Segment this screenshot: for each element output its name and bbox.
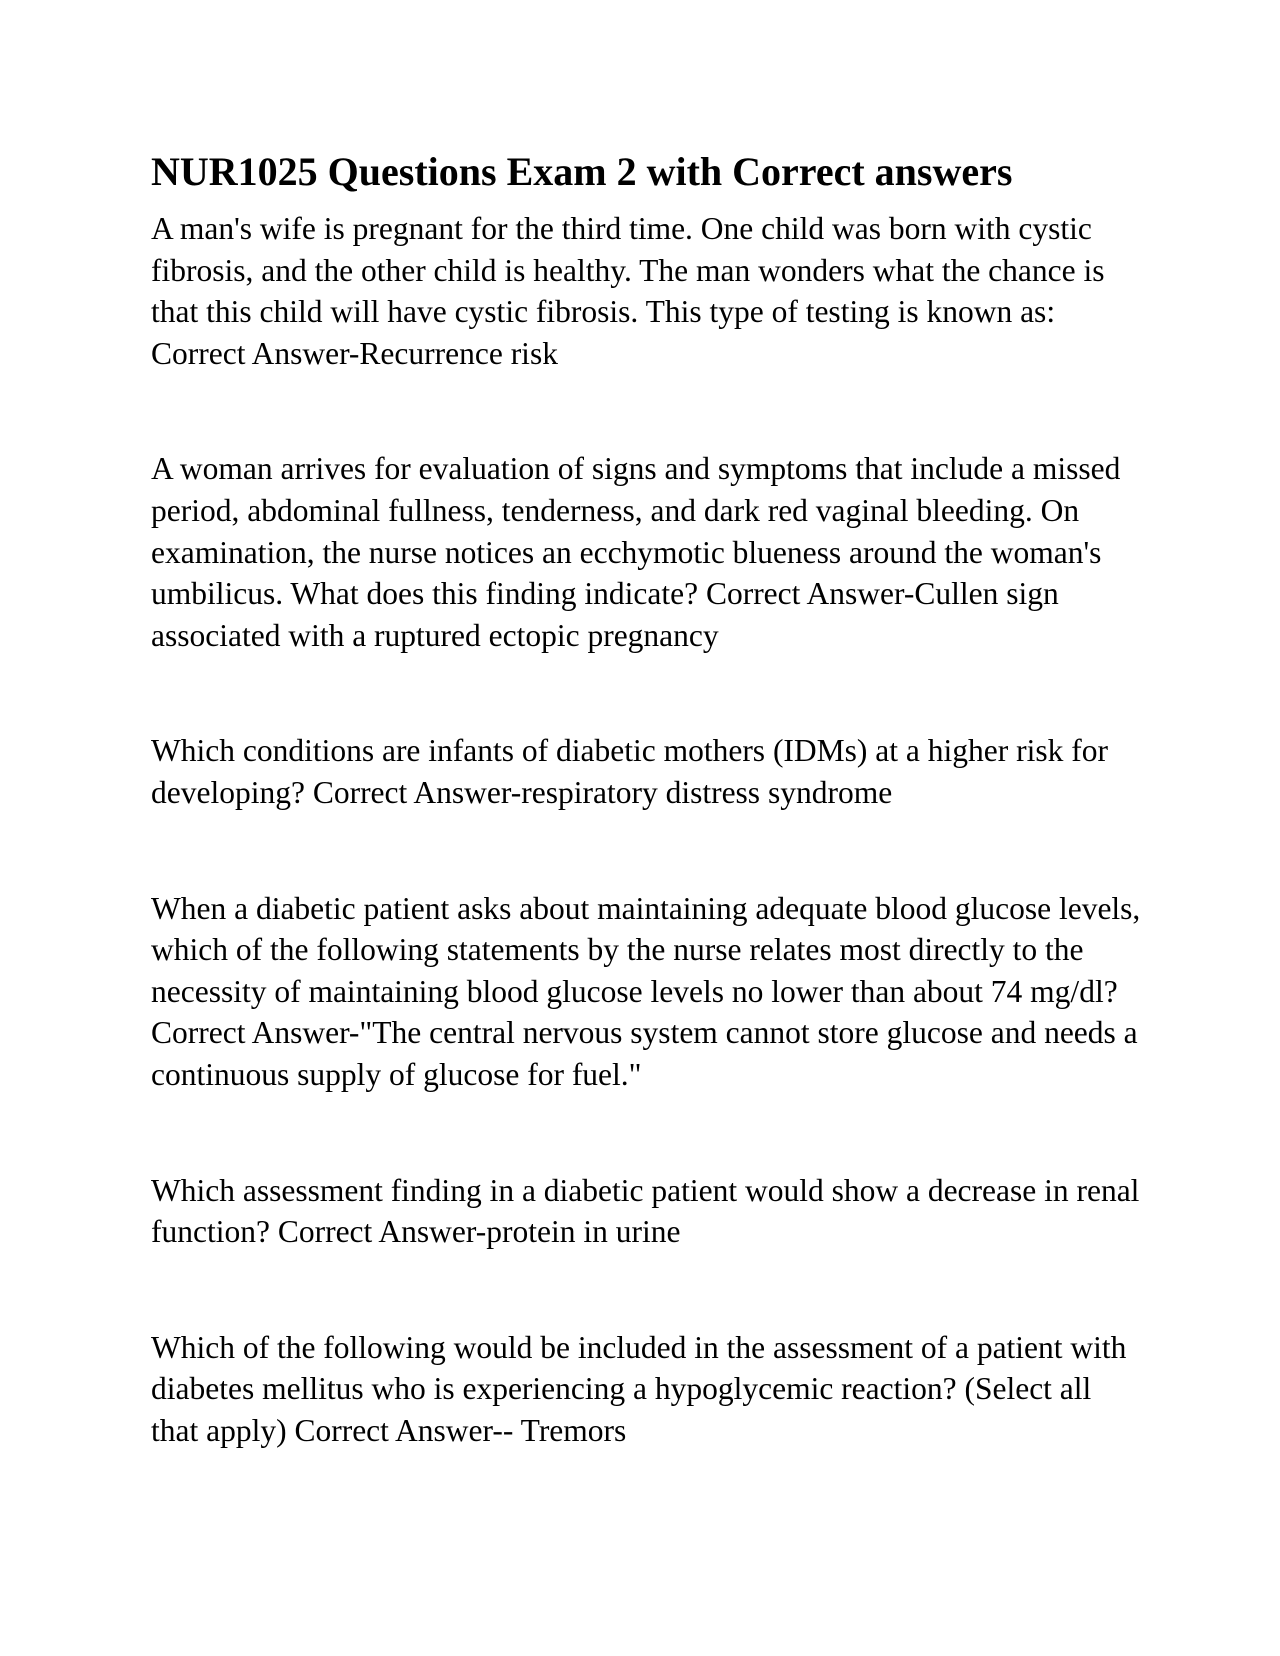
question-answer-4: When a diabetic patient asks about maintaining adequate blood glucose levels, which of the following statements by the nurse relates most directly to the necessity of maintaining blood glucose levels no lower than about 74 mg/dl? Correct Answer-"The central nervous system cannot store glucose and needs a continuous supply of glucose for fuel." <box>151 890 1141 1092</box>
document-title: NUR1025 Questions Exam 2 with Correct answers <box>151 149 1013 194</box>
question-answer-2: A woman arrives for evaluation of signs and symptoms that include a missed period, abdominal fullness, tenderness, and dark red vaginal bleeding. On examination, the nurse notices an ecchymotic blueness around the woman's umbilicus. What does this finding indicate? Correct Answer-Cullen sign associated with a ruptured ectopic pregnancy <box>151 451 1121 653</box>
document-content <box>151 148 1141 1451</box>
question-answer-1: A man's wife is pregnant for the third time. One child was born with cystic fibrosis, and the other child is healthy. The man wonders what the chance is that this child will have cystic fibrosis. This type of testing is known as: Correct Answer-Recurrence risk <box>151 211 1105 371</box>
question-answer-3: Which conditions are infants of diabetic mothers (IDMs) at a higher risk for developing? Correct Answer-respiratory distress syndrome <box>151 733 1108 810</box>
question-answer-6: Which of the following would be included in the assessment of a patient with diabetes mellitus who is experiencing a hypoglycemic reaction? (Select all that apply) Correct Answer-- Tremors <box>151 1329 1127 1448</box>
question-answer-5: Which assessment finding in a diabetic patient would show a decrease in renal function? Correct Answer-protein in urine <box>151 1172 1140 1250</box>
